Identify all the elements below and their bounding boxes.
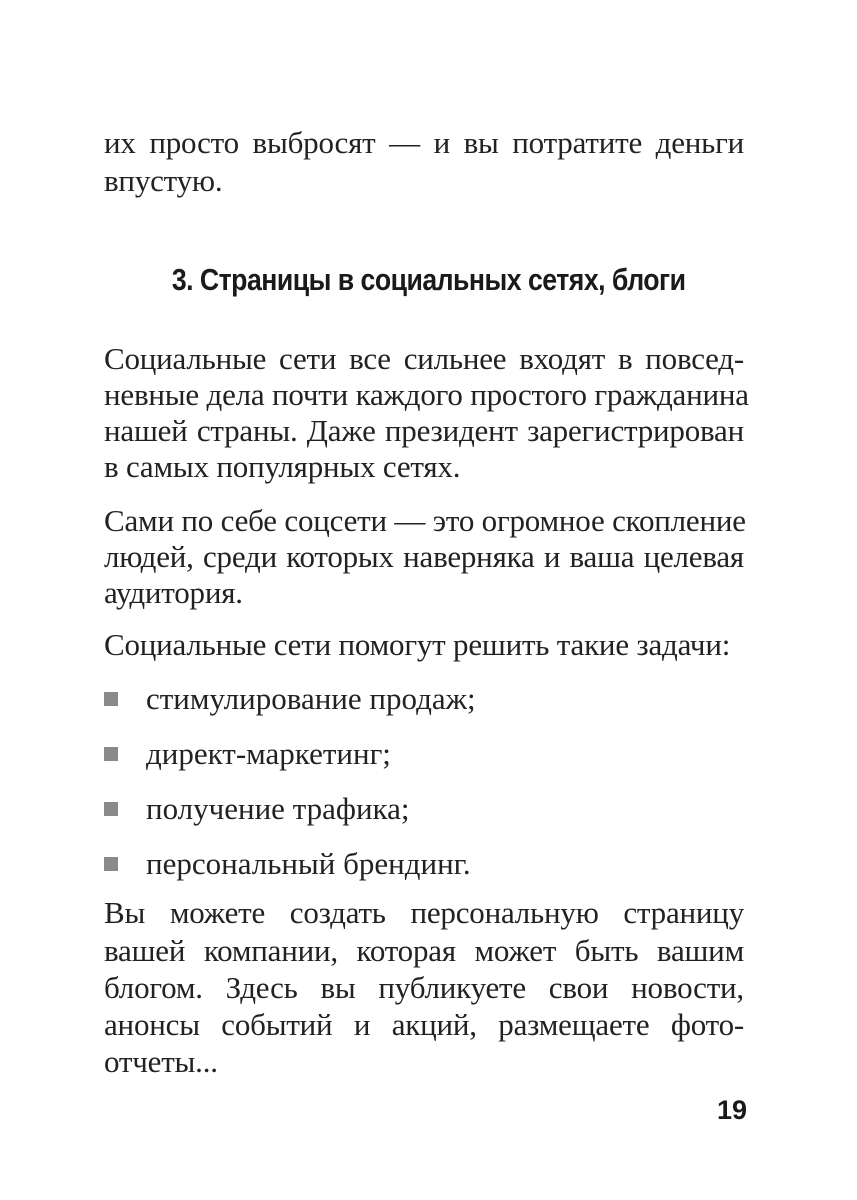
square-bullet-icon (104, 747, 118, 761)
text-line: вашей компании, которая может быть вашим (104, 933, 744, 968)
text-line: отчеты... (104, 1044, 218, 1079)
text-line: невные дела почти каждого простого гражданина (104, 377, 749, 412)
text-line: Вы можете создать персональную страницу (104, 895, 744, 930)
section-heading-text: 3. Страницы в социальных сетях, блоги (171, 262, 686, 297)
text-line: блогом. Здесь вы публикуете свои новости, (104, 970, 744, 1005)
text-line: в самых популярных сетях. (104, 449, 461, 484)
list-item-text: персональный брендинг. (146, 846, 471, 881)
square-bullet-icon (104, 692, 118, 706)
text-line: их просто выбросят — и вы потратите деньги (104, 125, 744, 160)
list-item-text: стимулирование продаж; (146, 681, 476, 716)
list-item-text: директ-маркетинг; (146, 736, 391, 771)
text-line: анонсы событий и акций, размещаете фото- (104, 1007, 744, 1042)
text-line: нашей страны. Даже президент зарегистрирован (104, 413, 744, 448)
list-item (104, 845, 744, 885)
list-item (104, 680, 744, 720)
text-line: Социальные сети все сильнее входят в повсед- (104, 341, 744, 376)
text-line: впустую. (104, 163, 223, 198)
section-heading (0, 258, 857, 302)
list-item (104, 735, 744, 775)
text-line: Сами по себе соцсети — это огромное скопление (104, 503, 746, 538)
text-line: людей, среди которых наверняка и ваша целевая (104, 539, 744, 574)
square-bullet-icon (104, 857, 118, 871)
text-line: Социальные сети помогут решить такие задачи: (104, 627, 731, 662)
text-line: аудитория. (104, 575, 243, 610)
square-bullet-icon (104, 802, 118, 816)
list-item-text: получение трафика; (146, 791, 410, 826)
list-item (104, 790, 744, 830)
page-number: 19 (716, 1095, 747, 1125)
